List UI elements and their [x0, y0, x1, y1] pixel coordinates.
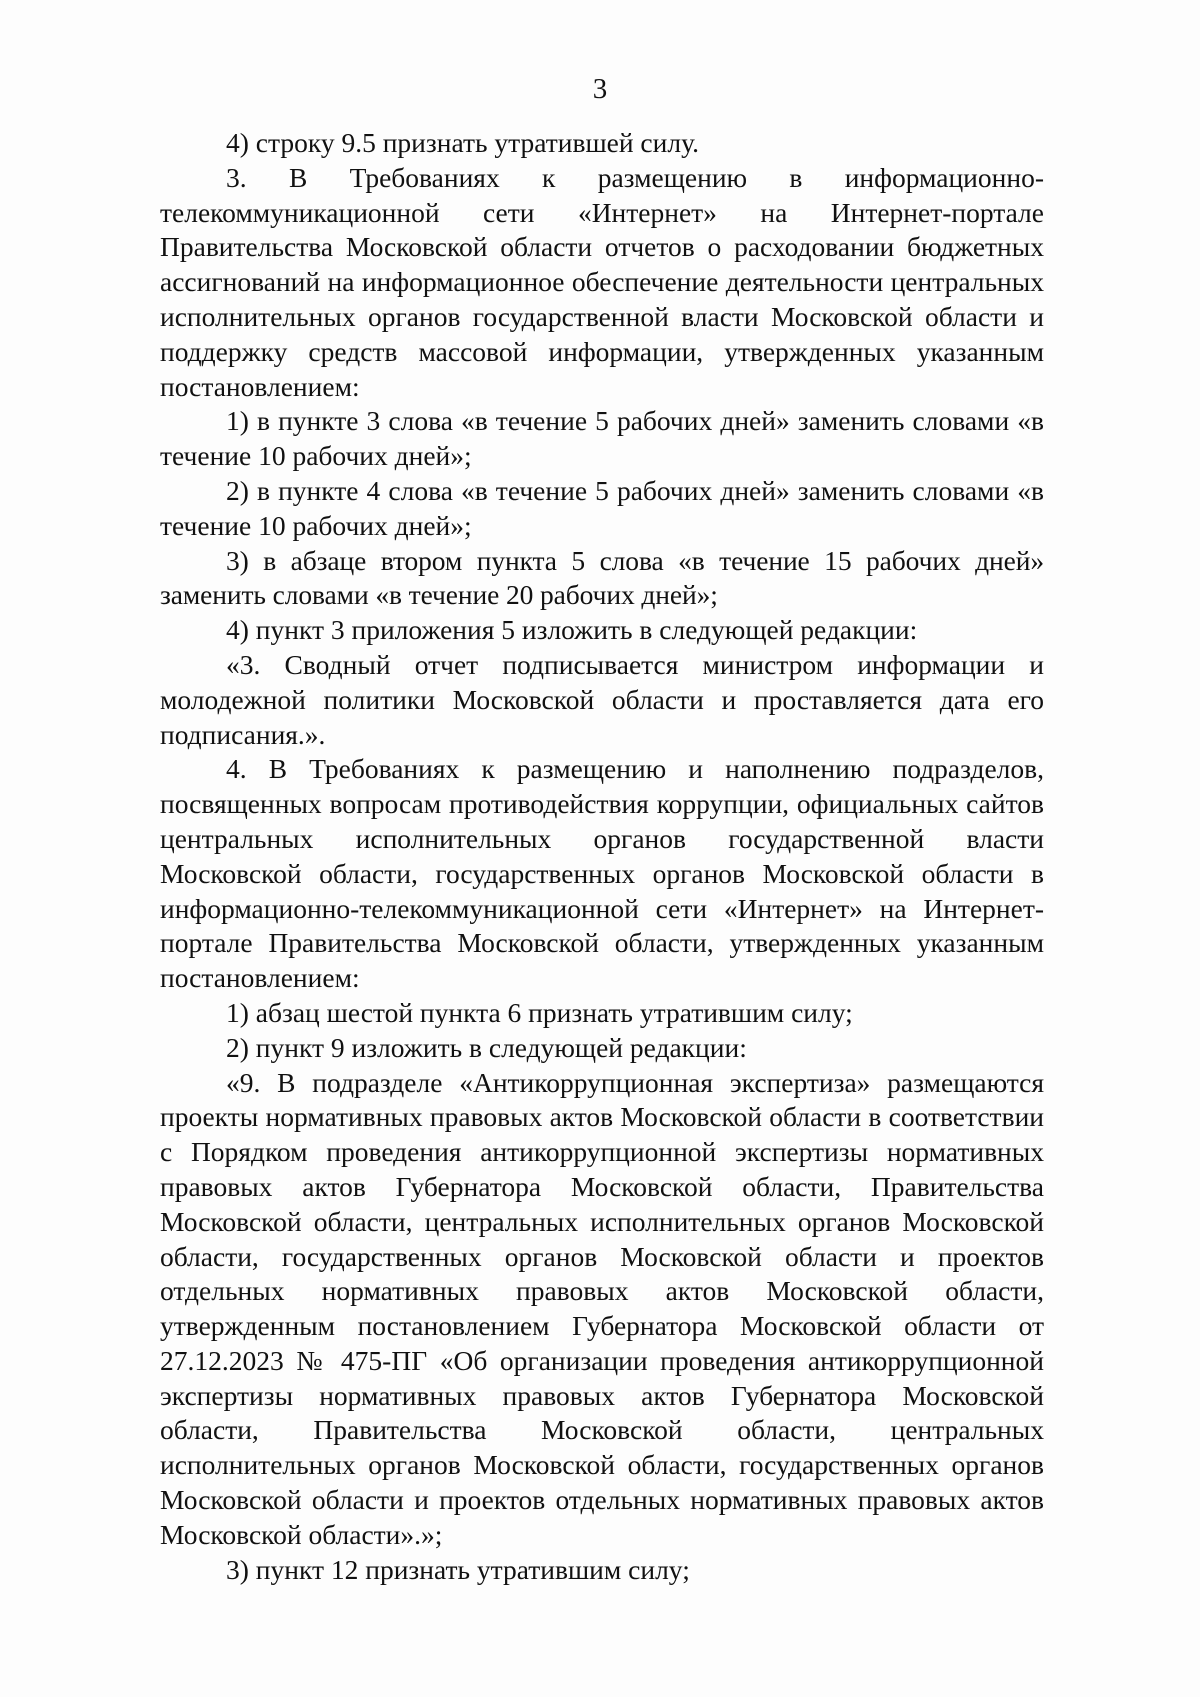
document-body [160, 126, 1044, 1587]
paragraph-clause-4-2: 2) пункт 9 изложить в следующей редакции: [226, 1031, 747, 1063]
paragraph-clause-3-1: 1) в пункте 3 слова «в течение 5 рабочих дней» заменить словами «в течение 10 рабочих дней»; [160, 405, 1044, 472]
paragraph-clause-3-2: 2) в пункте 4 слова «в течение 5 рабочих дней» заменить словами «в течение 10 рабочих дней»; [160, 474, 1044, 541]
paragraph-quote-9: «9. В подразделе «Антикоррупционная экспертиза» размещаются проекты нормативных правовых актов Московской области в соответствии с Порядком проведения антикоррупционной экспертизы нормативных правовых актов Губернатора Московской области, Правительства Московской области, центральных исполнительных органов Московской области, государственных органов Московской области и проектов отдельных нормативных правовых актов Московской области, утвержденным постановлением Губернатора Московской области от 27.12.2023 № 475-ПГ «Об организации проведения антикоррупционной экспертизы нормативных правовых актов Губернатора Московской области, Правительства Московской области, центральных исполнительных органов Московской области, государственных органов Московской области и проектов отдельных нормативных правовых актов Московской области».»; [160, 1066, 1044, 1550]
paragraph-clause-3: 3. В Требованиях к размещению в информационно-телекоммуникационной сети «Интернет» на Интернет-портале Правительства Московской области отчетов о расходовании бюджетных ассигнований на информационное обеспечение деятельности центральных исполнительных органов государственной власти Московской области и поддержку средств массовой информации, утвержденных указанным постановлением: [160, 161, 1044, 402]
paragraph-quote-3: «3. Сводный отчет подписывается министром информации и молодежной политики Московской области и проставляется дата его подписания.». [160, 648, 1044, 750]
paragraph-clause-4-3: 3) пункт 12 признать утратившим силу; [226, 1553, 690, 1585]
paragraph-clause-3-3: 3) в абзаце втором пункта 5 слова «в течение 15 рабочих дней» заменить словами «в течение 20 рабочих дней»; [160, 544, 1044, 611]
paragraph-clause-4: 4. В Требованиях к размещению и наполнению подразделов, посвященных вопросам противодействия коррупции, официальных сайтов центральных исполнительных органов государственной власти Московской области, государственных органов Московской области в информационно-телекоммуникационной сети «Интернет» на Интернет-портале Правительства Московской области, утвержденных указанным постановлением: [160, 753, 1044, 994]
paragraph-clause-4-1: 1) абзац шестой пункта 6 признать утратившим силу; [226, 996, 853, 1028]
paragraph-clause-3-4: 4) пункт 3 приложения 5 изложить в следующей редакции: [226, 614, 918, 646]
paragraph-clause-2-4: 4) строку 9.5 признать утратившей силу. [226, 127, 699, 158]
page-number: 3 [592, 73, 608, 105]
